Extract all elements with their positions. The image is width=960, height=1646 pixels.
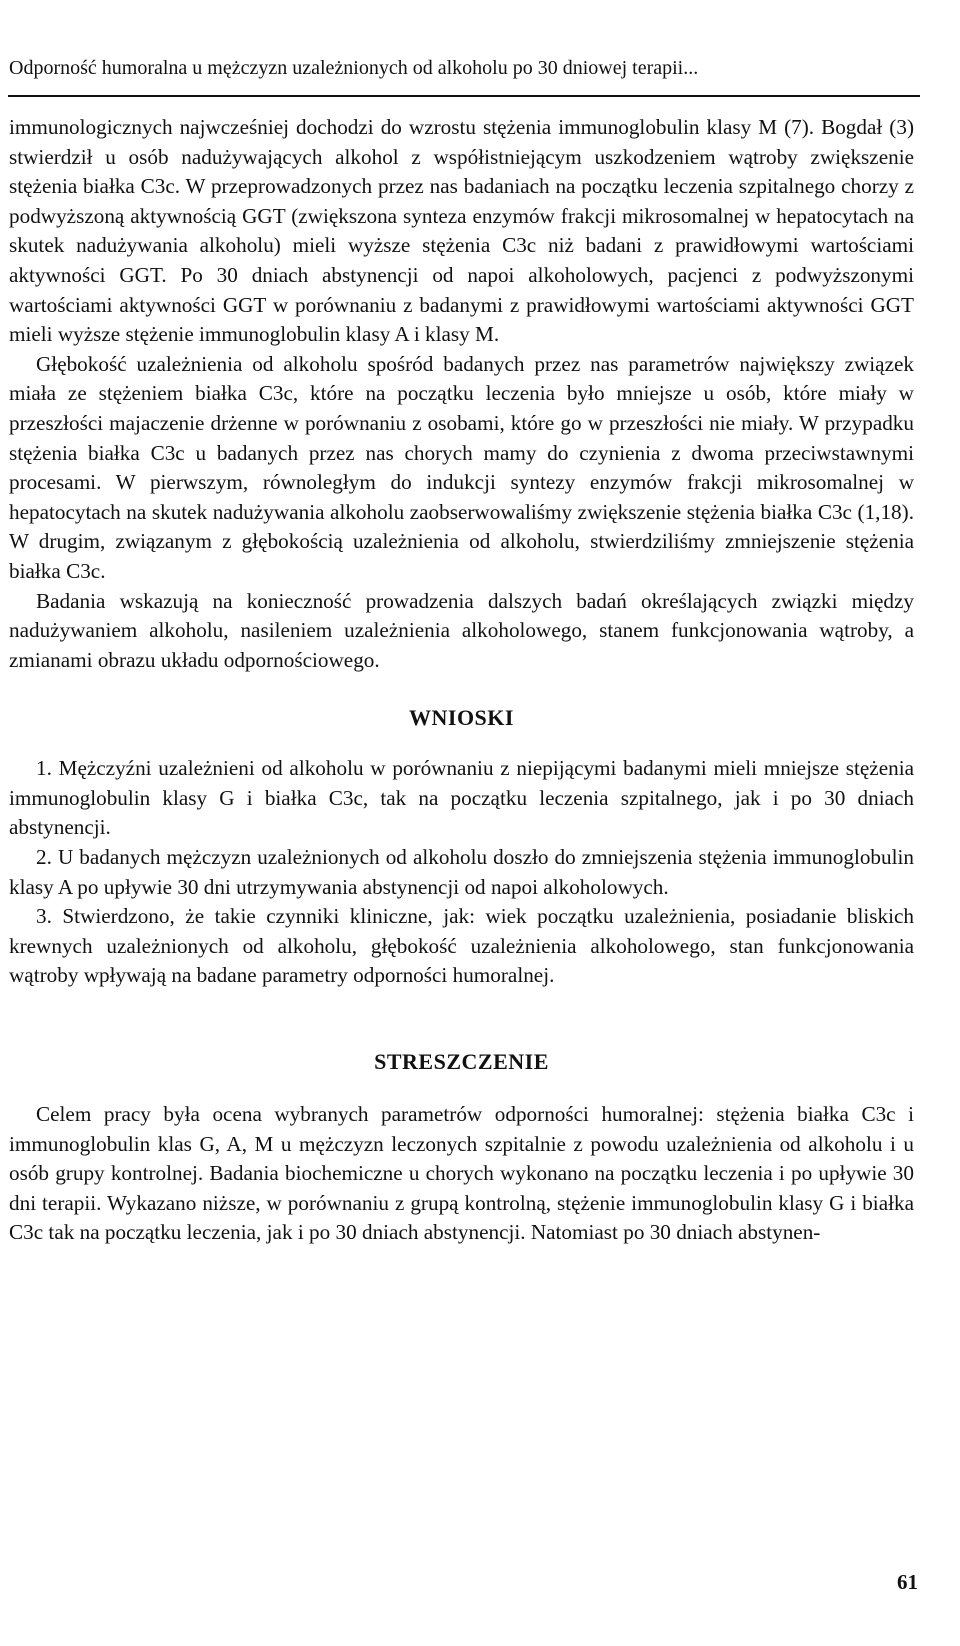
conclusion-item-1: 1. Mężczyźni uzależnieni od alkoholu w porównaniu z niepijącymi badanymi mieli mniejsze stężenia immunoglobulin klasy G i białka C3c, tak na początku leczenia szpitalnego, jak i po 30 dniach abstynencji. xyxy=(9,756,914,840)
conclusion-item-3: 3. Stwierdzono, że takie czynniki kliniczne, jak: wiek początku uzależnienia, posiadanie bliskich krewnych uzależnionych od alkoholu, głębokość uzależnienia alkoholowego, stan funkcjonowania wątroby wpływają na badane parametry odporności humoralnej. xyxy=(9,904,914,988)
section-heading-conclusions: WNIOSKI xyxy=(409,705,514,731)
paragraph-continuation: immunologicznych najwcześniej dochodzi do wzrostu stężenia immunoglobulin klasy M (7). Bogdał (3) stwierdził u osób nadużywających alkohol z współistniejącym uszkodzeniem wątroby zwiększenie stężenia białka C3c. W przeprowadzonych przez nas badaniach na początku leczenia szpitalnego chorzy z podwyższoną aktywnością GGT (zwiększona synteza enzymów frakcji mikrosomalnej w hepatocytach na skutek nadużywania alkoholu) mieli wyższe stężenia C3c niż badani z prawidłowymi wartościami aktywności GGT. Po 30 dniach abstynencji od napoi alkoholowych, pacjenci z podwyższonymi wartościami aktywności GGT w porównaniu z badanymi z prawidłowymi wartościami aktywności GGT mieli wyższe stężenie immunoglobulin klasy A i klasy M. xyxy=(9,115,914,347)
conclusion-item-2: 2. U badanych mężczyzn uzależnionych od alkoholu doszło do zmniejszenia stężenia immunoglobulin klasy A po upływie 30 dni utrzymywania abstynencji od napoi alkoholowych. xyxy=(9,845,914,899)
section-heading-summary: STRESZCZENIE xyxy=(374,1049,549,1075)
article-body xyxy=(9,113,914,1248)
summary-paragraph: Celem pracy była ocena wybranych parametrów odporności humoralnej: stężenia białka C3c i immunoglobulin klas G, A, M u mężczyzn leczonych szpitalnie z powodu uzależnienia od alkoholu i u osób grupy kontrolnej. Badania biochemiczne u chorych wykonano na początku leczenia i po upływie 30 dni terapii. Wykazano niższe, w porównaniu z grupą kontrolną, stężenie immunoglobulin klasy G i białka C3c tak na początku leczenia, jak i po 30 dniach abstynencji. Natomiast po 30 dniach abstynen- xyxy=(9,1102,914,1245)
running-header: Odporność humoralna u mężczyzn uzależnionych od alkoholu po 30 dniowej terapii... xyxy=(9,57,699,79)
page-number: 61 xyxy=(897,1570,918,1594)
header-divider xyxy=(8,95,920,97)
paragraph-further-research: Badania wskazują na konieczność prowadzenia dalszych badań określających związki między nadużywaniem alkoholu, nasileniem uzależnienia alkoholowego, stanem funkcjonowania wątroby, a zmianami obrazu układu odpornościowego. xyxy=(9,588,914,672)
paragraph-dependence-depth: Głębokość uzależnienia od alkoholu spośród badanych przez nas parametrów największy związek miała ze stężeniem białka C3c, które na początku leczenia było mniejsze u osób, które miały w przeszłości majaczenie drżenne w porównaniu z osobami, które go w przeszłości nie miały. W przypadku stężenia białka C3c u badanych przez nas chorych mamy do czynienia z dwoma przeciwstawnymi procesami. W pierwszym, równoległym do indukcji syntezy enzymów frakcji mikrosomalnej w hepatocytach na skutek nadużywania alkoholu zaobserwowaliśmy zwiększenie stężenia białka C3c (1,18). W drugim, związanym z głębokością uzależnienia od alkoholu, stwierdziliśmy zmniejszenie stężenia białka C3c. xyxy=(9,351,914,583)
